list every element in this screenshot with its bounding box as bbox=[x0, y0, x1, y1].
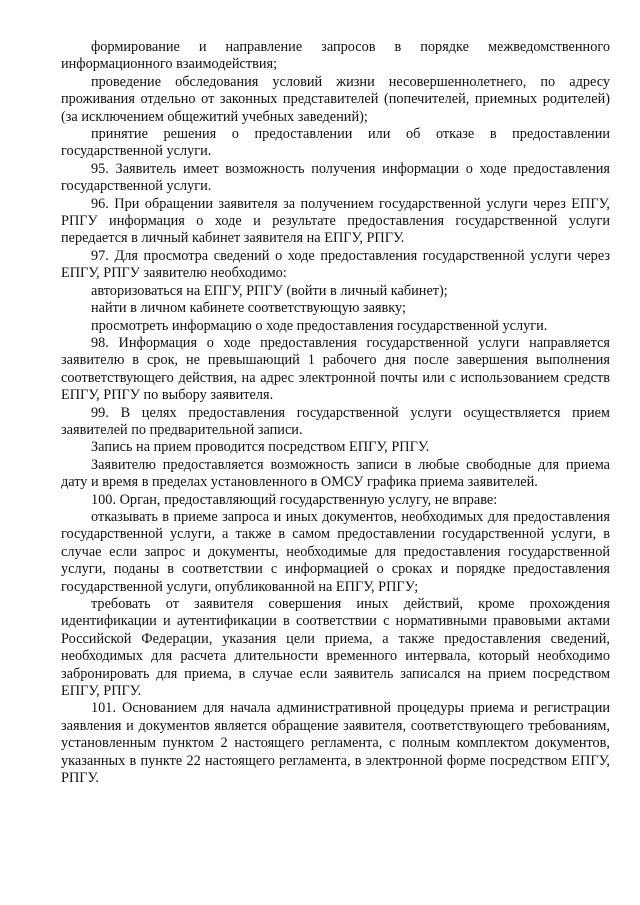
paragraph-97-step-find: найти в личном кабинете соответствующую заявку; bbox=[91, 300, 406, 317]
paragraph-95: 95. Заявитель имеет возможность получения информации о ходе предоставления государственной услуги. bbox=[61, 160, 610, 195]
paragraph-100-refuse: отказывать в приеме запроса и иных документов, необходимых для предоставления государственной услуги, а также в самом предоставлении государственной услуги, в случае если запрос и документы, необходимые для предоставления государственной услуги, поданы в соответствии с информацией о сроках и порядке предоставления государственной услуги, опубликованной на ЕПГУ, РПГУ; bbox=[61, 508, 610, 595]
paragraph-decision: принятие решения о предоставлении или об отказе в предоставлении государственной услуги. bbox=[61, 126, 610, 160]
paragraph-99-schedule: Заявителю предоставляется возможность записи в любые свободные для приема дату и время в пределах установленного в ОМСУ графика приема заявителей. bbox=[61, 456, 610, 491]
paragraph-requests: формирование и направление запросов в порядке межведомственного информационного взаимодействия; bbox=[61, 39, 610, 73]
paragraph-101: 101. Основанием для начала административной процедуры приема и регистрации заявления и документов является обращение заявителя, соответствующего требованиям, установленным пунктом 2 настоящего регламента, с полным комплектом документов, указанных в пункте 22 настоящего регламента, в электронной форме посредством ЕПГУ, РПГУ. bbox=[61, 700, 610, 787]
paragraph-98: 98. Информация о ходе предоставления государственной услуги направляется заявителю в срок, не превышающий 1 рабочего дня после завершения выполнения соответствующего действия, на адрес электронной почты или с использованием средств ЕПГУ, РПГУ по выбору заявителя. bbox=[61, 334, 610, 404]
paragraph-99-booking: Запись на прием проводится посредством ЕПГУ, РПГУ. bbox=[91, 439, 430, 456]
paragraph-100-require: требовать от заявителя совершения иных действий, кроме прохождения идентификации и аутентификации в соответствии с нормативными правовыми актами Российской Федерации, указания цели приема, а также предоставления сведений, необходимых для расчета длительности временного интервала, который необходимо забронировать для приема, в случае если заявитель записался на прием посредством ЕПГУ, РПГУ. bbox=[61, 596, 610, 700]
paragraph-inspection: проведение обследования условий жизни несовершеннолетнего, по адресу проживания отдельно от законных представителей (попечителей, приемных родителей) (за исключением общежитий учебных заведений); bbox=[61, 73, 610, 125]
paragraph-96: 96. При обращении заявителя за получением государственной услуги через ЕПГУ, РПГУ информация о ходе и результате предоставления государственной услуги передается в личный кабинет заявителя на ЕПГУ, РПГУ. bbox=[61, 195, 610, 247]
paragraph-97-step-view: просмотреть информацию о ходе предоставления государственной услуги. bbox=[91, 317, 548, 334]
paragraph-97-step-authorize: авторизоваться на ЕПГУ, РПГУ (войти в личный кабинет); bbox=[91, 282, 448, 299]
paragraph-99: 99. В целях предоставления государственной услуги осуществляется прием заявителей по предварительной записи. bbox=[61, 404, 610, 438]
paragraph-97: 97. Для просмотра сведений о ходе предоставления государственной услуги через ЕПГУ, РПГУ заявителю необходимо: bbox=[61, 247, 610, 282]
document-body bbox=[61, 39, 610, 787]
paragraph-100: 100. Орган, предоставляющий государственную услугу, не вправе: bbox=[91, 491, 498, 508]
